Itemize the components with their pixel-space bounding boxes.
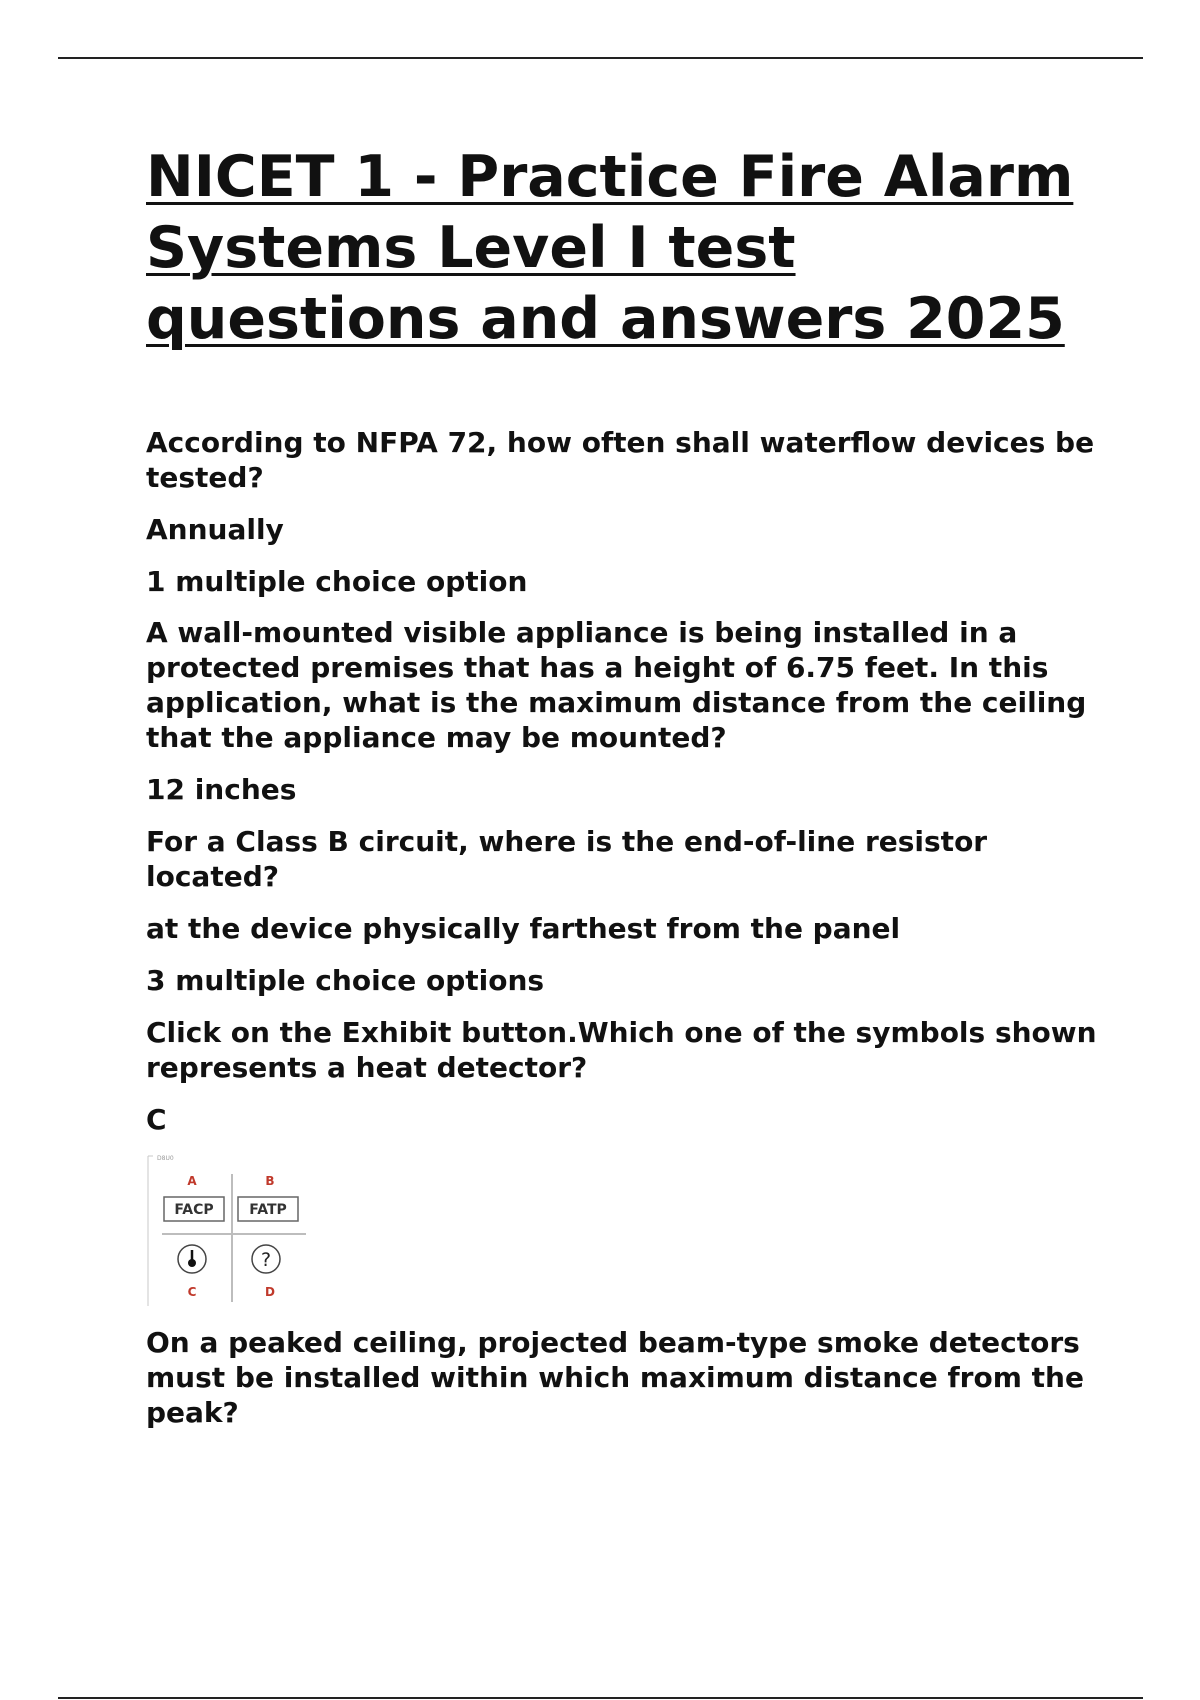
fatp-text: FATP (249, 1202, 287, 1218)
answer-3: at the device physically farthest from the panel (146, 912, 901, 945)
page-title (146, 142, 1106, 355)
exhibit-image (146, 1152, 328, 1308)
exhibit-caption: D8U0 (157, 1155, 174, 1162)
top-rule (58, 57, 1143, 59)
exhibit-label-d: D (265, 1285, 275, 1299)
answer-2: 12 inches (146, 773, 297, 806)
question-5: On a peaked ceiling, projected beam-type smoke detectors must be installed within which maximum distance from the peak? (146, 1326, 1084, 1429)
svg-text:?: ? (260, 1249, 272, 1271)
page-title-text: NICET 1 - Practice Fire Alarm Systems Level I test questions and answers 2025 (146, 144, 1074, 352)
unknown-detector-symbol-icon (252, 1245, 280, 1273)
question-4: Click on the Exhibit button.Which one of the symbols shown represents a heat detector? (146, 1016, 1097, 1084)
question-1: According to NFPA 72, how often shall waterflow devices be tested? (146, 426, 1095, 494)
question-2: A wall-mounted visible appliance is being installed in a protected premises that has a height of 6.75 feet. In this application, what is the maximum distance from the ceiling that the appliance may be mounted? (146, 616, 1087, 754)
bottom-rule (58, 1697, 1143, 1699)
choice-count-1: 1 multiple choice option (146, 565, 528, 598)
heat-detector-symbol-icon (178, 1245, 206, 1273)
answer-4: C (146, 1103, 167, 1136)
facp-text: FACP (174, 1202, 214, 1218)
exhibit-label-c: C (187, 1285, 197, 1299)
question-3: For a Class B circuit, where is the end-of-line resistor located? (146, 825, 988, 893)
exhibit-label-a: A (187, 1174, 197, 1188)
answer-1: Annually (146, 513, 284, 546)
choice-count-3: 3 multiple choice options (146, 964, 545, 997)
exhibit-label-b: B (265, 1174, 275, 1188)
